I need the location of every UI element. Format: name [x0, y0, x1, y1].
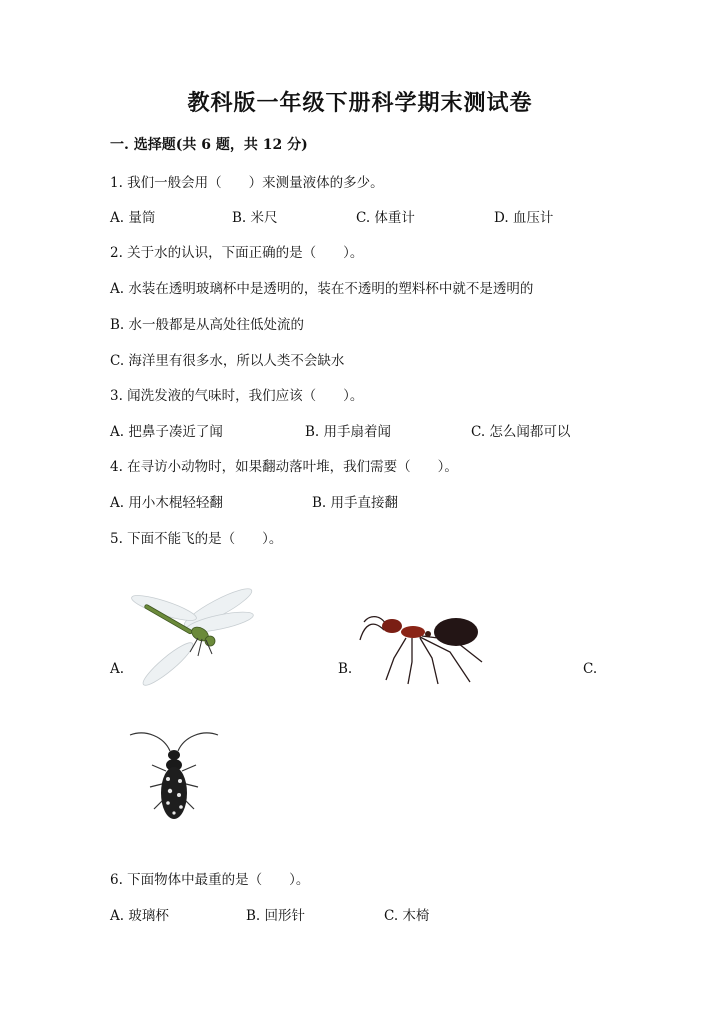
- q3-option-c: C. 怎么闻都可以: [471, 424, 571, 440]
- question-2: 2. 关于水的认识，下面正确的是（ ）。: [110, 245, 364, 261]
- beetle-image: [126, 725, 222, 829]
- page-title: 教科版一年级下册科学期末测试卷: [187, 90, 533, 116]
- q3-option-b: B. 用手扇着闻: [305, 424, 392, 440]
- question-3: 3. 闻洗发液的气味时，我们应该（ ）。: [110, 388, 364, 404]
- q2-option-a: A. 水装在透明玻璃杯中是透明的，装在不透明的塑料杯中就不是透明的: [110, 281, 534, 297]
- q5-option-a: A.: [110, 661, 125, 677]
- q4-option-b: B. 用手直接翻: [312, 495, 399, 511]
- q6-option-c: C. 木椅: [384, 908, 430, 924]
- q6-option-b: B. 回形针: [246, 908, 306, 924]
- q1-option-b: B. 米尺: [232, 210, 278, 226]
- question-6: 6. 下面物体中最重的是（ ）。: [110, 872, 310, 888]
- q2-option-b: B. 水一般都是从高处往低处流的: [110, 317, 305, 333]
- q5-option-b: B.: [338, 661, 353, 677]
- q5-option-c: C.: [583, 661, 598, 677]
- q6-option-a: A. 玻璃杯: [110, 908, 169, 924]
- q1-option-c: C. 体重计: [356, 210, 415, 226]
- ant-image: [358, 600, 494, 688]
- section-heading: 一. 选择题(共 6 题，共 12 分): [110, 137, 308, 153]
- question-5: 5. 下面不能飞的是（ ）。: [110, 531, 283, 547]
- dragonfly-image: [128, 586, 256, 688]
- q4-option-a: A. 用小木棍轻轻翻: [110, 495, 223, 511]
- q2-option-c: C. 海洋里有很多水，所以人类不会缺水: [110, 353, 345, 369]
- question-1: 1. 我们一般会用（ ）来测量液体的多少。: [110, 175, 384, 191]
- q1-option-d: D. 血压计: [494, 210, 554, 226]
- q1-option-a: A. 量筒: [110, 210, 156, 226]
- q3-option-a: A. 把鼻子凑近了闻: [110, 424, 223, 440]
- question-4: 4. 在寻访小动物时，如果翻动落叶堆，我们需要（ ）。: [110, 459, 458, 475]
